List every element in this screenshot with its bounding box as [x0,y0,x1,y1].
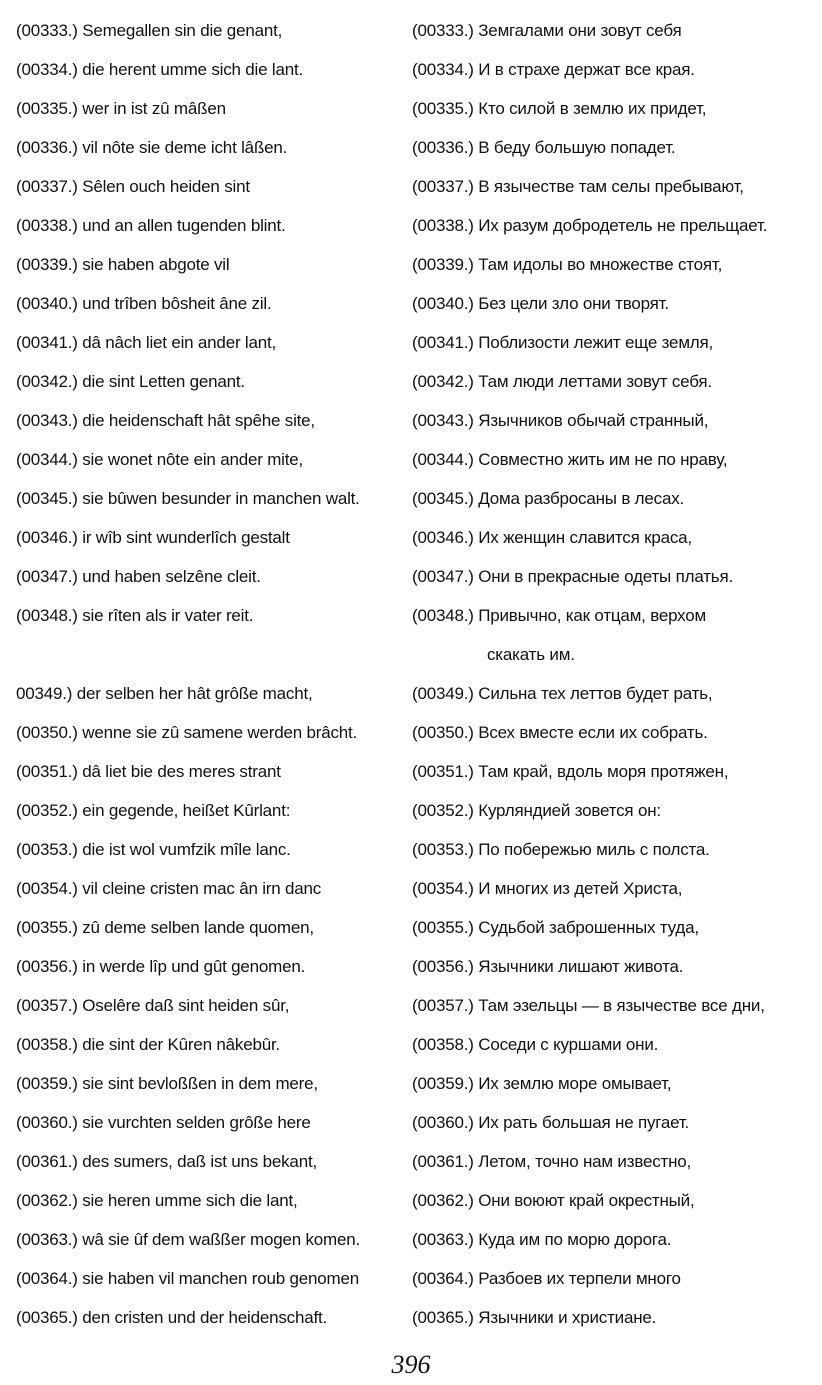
german-line: (00333.) Semegallen sin die genant, [16,21,283,40]
german-line: (00353.) die ist wol vumfzik mîle lanc. [16,840,291,859]
russian-line: (00353.) По побережью миль с полста. [412,840,710,859]
german-line: (00335.) wer in ist zû mâßen [16,99,226,118]
russian-line: (00342.) Там люди леттами зовут себя. [412,372,712,391]
german-line: (00354.) vil cleine cristen mac ân irn danc [16,879,322,898]
german-line: (00345.) sie bûwen besunder in manchen walt. [16,489,360,508]
russian-line: (00355.) Судьбой заброшенных туда, [412,918,699,937]
russian-line: (00365.) Язычники и христиане. [412,1308,657,1327]
german-line: (00356.) in werde lîp und gût genomen. [16,957,306,976]
german-line: (00355.) zû deme selben lande quomen, [16,918,314,937]
german-line: (00339.) sie haben abgote vil [16,255,230,274]
german-line: (00348.) sie rîten als ir vater reit. [16,606,254,625]
german-line: (00340.) und trîben bôsheit âne zil. [16,294,272,313]
russian-line: (00336.) В беду большую попадет. [412,138,676,157]
german-line: (00360.) sie vurchten selden grôße here [16,1113,311,1132]
german-line: (00343.) die heidenschaft hât spêhe site, [16,411,315,430]
german-line: (00347.) und haben selzêne cleit. [16,567,261,586]
russian-line-continuation: скакать им. [487,645,575,664]
russian-line: (00362.) Они воюют край окрестный, [412,1191,695,1210]
russian-line: (00341.) Поблизости лежит еще земля, [412,333,714,352]
russian-line: (00335.) Кто силой в землю их придет, [412,99,707,118]
russian-line: (00349.) Сильна тех леттов будет рать, [412,684,713,703]
german-line: (00341.) dâ nâch liet ein ander lant, [16,333,277,352]
russian-line: (00363.) Куда им по морю дорога. [412,1230,672,1249]
russian-line: (00357.) Там эзельцы — в язычестве все дни, [412,996,765,1015]
russian-line: (00361.) Летом, точно нам известно, [412,1152,692,1171]
german-line: (00363.) wâ sie ûf dem waßßer mogen komen. [16,1230,361,1249]
russian-line: (00359.) Их землю море омывает, [412,1074,672,1093]
german-line: (00344.) sie wonet nôte ein ander mite, [16,450,304,469]
german-line: (00364.) sie haben vil manchen roub genomen [16,1269,359,1288]
german-line: (00337.) Sêlen ouch heiden sint [16,177,250,196]
russian-line: (00343.) Язычников обычай странный, [412,411,709,430]
german-line: (00342.) die sint Letten genant. [16,372,245,391]
russian-line: (00356.) Язычники лишают живота. [412,957,684,976]
german-line: (00350.) wenne sie zû samene werden brâcht. [16,723,358,742]
german-line: (00334.) die herent umme sich die lant. [16,60,304,79]
german-line: (00359.) sie sint bevloßßen in dem mere, [16,1074,318,1093]
russian-line: (00334.) И в страхе держат все края. [412,60,695,79]
russian-line: (00346.) Их женщин славится краса, [412,528,692,547]
german-line: (00346.) ir wîb sint wunderlîch gestalt [16,528,290,547]
russian-line: (00354.) И многих из детей Христа, [412,879,683,898]
russian-line: (00358.) Соседи с куршами они. [412,1035,659,1054]
german-line: (00365.) den cristen und der heidenschaft. [16,1308,328,1327]
german-line: (00362.) sie heren umme sich die lant, [16,1191,298,1210]
german-line: (00358.) die sint der Kûren nâkebûr. [16,1035,281,1054]
russian-line: (00345.) Дома разбросаны в лесах. [412,489,685,508]
russian-line: (00351.) Там край, вдоль моря протяжен, [412,762,729,781]
german-line: (00336.) vil nôte sie deme icht lâßen. [16,138,288,157]
russian-line: (00340.) Без цели зло они творят. [412,294,669,313]
russian-line: (00339.) Там идолы во множестве стоят, [412,255,723,274]
german-line: 00349.) der selben her hât grôße macht, [16,684,313,703]
russian-line: (00337.) В язычестве там селы пребывают, [412,177,744,196]
german-line: (00361.) des sumers, daß ist uns bekant, [16,1152,317,1171]
russian-line: (00350.) Всех вместе если их собрать. [412,723,708,742]
russian-line: (00344.) Совместно жить им не по нраву, [412,450,728,469]
russian-line: (00364.) Разбоев их терпели много [412,1269,681,1288]
german-line: (00357.) Oselêre daß sint heiden sûr, [16,996,290,1015]
russian-line: (00360.) Их рать большая не пугает. [412,1113,690,1132]
german-line: (00351.) dâ liet bie des meres strant [16,762,281,781]
russian-line: (00333.) Земгалами они зовут себя [412,21,682,40]
page-number: 396 [391,1350,431,1379]
russian-line: (00347.) Они в прекрасные одеты платья. [412,567,733,586]
german-line: (00352.) ein gegende, heißet Kûrlant: [16,801,291,820]
german-line: (00338.) und an allen tugenden blint. [16,216,286,235]
russian-line: (00352.) Курляндией зовется он: [412,801,661,820]
russian-line: (00338.) Их разум добродетель не прельщает. [412,216,768,235]
russian-line: (00348.) Привычно, как отцам, верхом [412,606,707,625]
